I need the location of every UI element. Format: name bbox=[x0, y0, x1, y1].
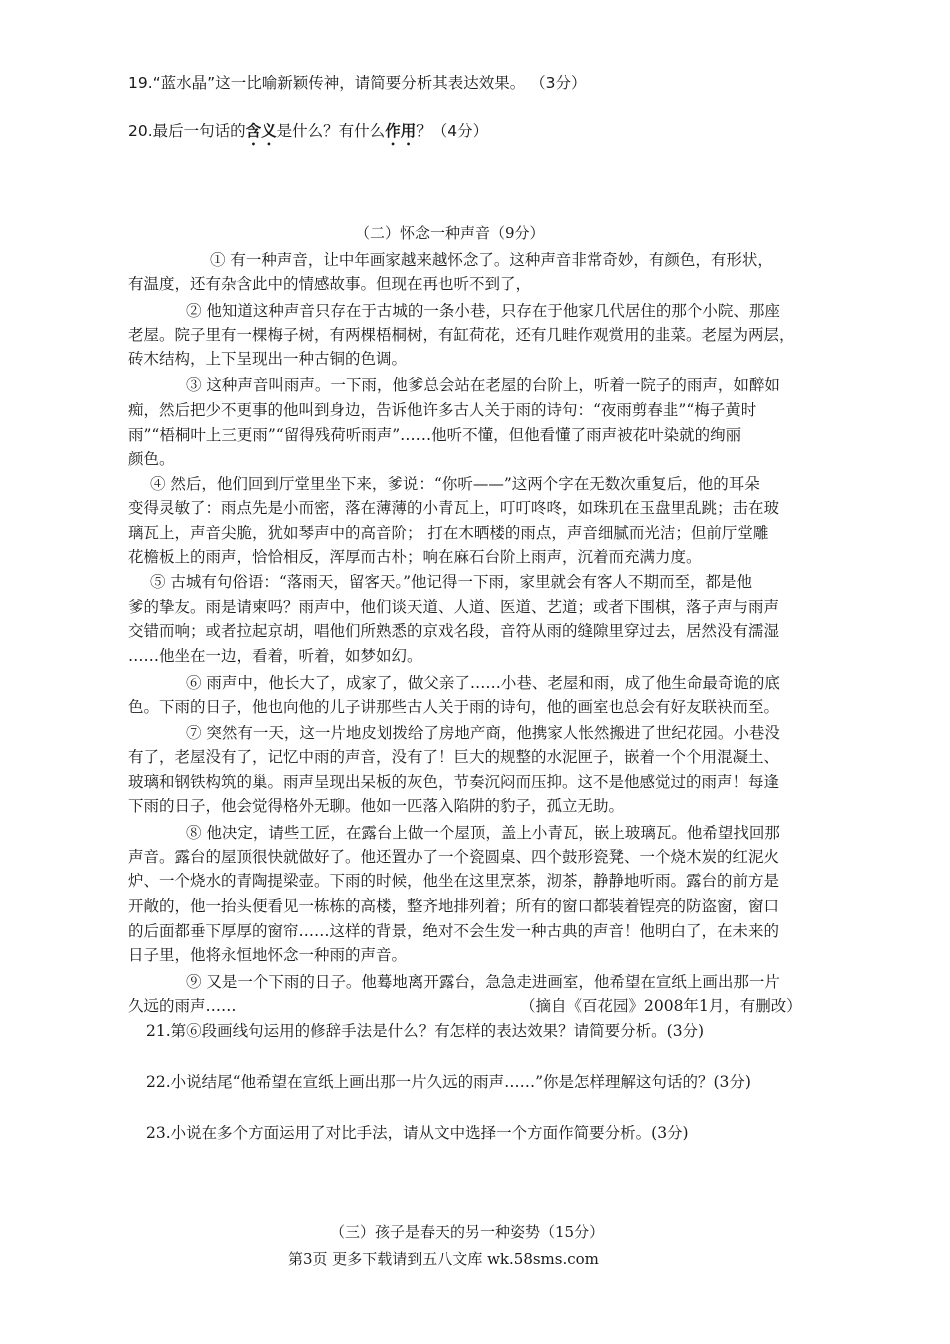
passage-line: 炉、一个烧水的青陶提梁壶。下雨的时候，他坐在这里烹茶，沏茶，静静地听雨。露台的前方是 bbox=[128, 872, 780, 890]
q20-prefix: 20.最后一句话的 bbox=[128, 122, 246, 140]
passage-line: 玻璃和钢铁构筑的巢。雨声呈现出呆板的灰色，节奏沉闷而压抑。这不是他感觉过的雨声！每逢 bbox=[128, 773, 780, 791]
page-footer: 第3页 更多下载请到五八文库 wk.58sms.com bbox=[288, 1250, 599, 1268]
passage-line: 交错而响；或者拉起京胡，唱他们所熟悉的京戏名段，音符从雨的缝隙里穿过去，居然没有濡湿 bbox=[128, 622, 780, 640]
passage-line: 久远的雨声…… bbox=[128, 997, 237, 1015]
q20-emphasis-function: 作用 bbox=[385, 122, 417, 140]
q20-mid: 是什么？有什么 bbox=[276, 122, 386, 140]
passage-line: ⑥ 雨声中，他长大了，成家了，做父亲了……小巷、老屋和雨，成了他生命最奇诡的底 bbox=[186, 674, 780, 692]
passage-line: 老屋。院子里有一棵梅子树，有两棵梧桐树，有缸荷花，还有几畦作观赏用的韭菜。老屋为两层， bbox=[128, 326, 795, 344]
passage-line: 雨”“梧桐叶上三更雨”“留得残荷听雨声”……他听不懂，但他看懂了雨声被花叶染就的绚丽 bbox=[128, 426, 742, 444]
passage-line: ⑦ 突然有一天，这一片地皮划拨给了房地产商，他携家人怅然搬进了世纪花园。小巷没 bbox=[186, 724, 780, 742]
question-19: 19.“蓝水晶”这一比喻新颖传神，请简要分析其表达效果。 （3分） bbox=[128, 74, 587, 92]
passage-line: 璃瓦上，声音尖脆，犹如琴声中的高音阶； 打在木晒楼的雨点，声音细腻而光洁；但前厅堂雕 bbox=[128, 524, 769, 542]
passage-line: ⑧ 他决定，请些工匠，在露台上做一个屋顶，盖上小青瓦，嵌上玻璃瓦。他希望找回那 bbox=[186, 824, 780, 842]
section-3-title: （三）孩子是春天的另一种姿势（15分） bbox=[330, 1223, 605, 1241]
question-22: 22.小说结尾“他希望在宣纸上画出那一片久远的雨声……”你是怎样理解这句话的？(3分) bbox=[146, 1073, 751, 1091]
passage-line: ⑤ 古城有句俗语：“落雨天，留客天。”他记得一下雨，家里就会有客人不期而至，都是他 bbox=[150, 573, 753, 591]
passage-line: 开敞的，他一抬头便看见一栋栋的高楼，整齐地排列着；所有的窗口都装着锃亮的防盗窗，窗口 bbox=[128, 897, 780, 915]
passage-line: 有了，老屋没有了，记忆中雨的声音，没有了！巨大的规整的水泥匣子，嵌着一个个用混凝土、 bbox=[128, 748, 780, 766]
question-23: 23.小说在多个方面运用了对比手法，请从文中选择一个方面作简要分析。(3分) bbox=[146, 1124, 689, 1142]
passage-line: ① 有一种声音，让中年画家越来越怀念了。这种声音非常奇妙，有颜色，有形状， bbox=[210, 251, 773, 269]
passage-line: ……他坐在一边，看着，听着，如梦如幻。 bbox=[128, 647, 423, 665]
q20-suffix: ？（4分） bbox=[416, 122, 489, 140]
passage-line: 色。下雨的日子，他也向他的儿子讲那些古人关于雨的诗句，他的画室也总会有好友联袂而至。 bbox=[128, 698, 780, 716]
passage-line: 声音。露台的屋顶很快就做好了。他还置办了一个瓷圆桌、四个鼓形瓷凳、一个烧木炭的红泥火 bbox=[128, 848, 780, 866]
passage-line: ⑨ 又是一个下雨的日子。他蓦地离开露台，急急走进画室，他希望在宣纸上画出那一片 bbox=[186, 973, 780, 991]
passage-line: 的后面都垂下厚厚的窗帘……这样的背景，绝对不会生发一种古典的声音！他明白了，在未来的 bbox=[128, 922, 780, 940]
passage-line: 日子里，他将永恒地怀念一种雨的声音。 bbox=[128, 946, 408, 964]
passage-line: 有温度，还有杂含此中的情感故事。但现在再也听不到了， bbox=[128, 275, 532, 293]
source-citation: （摘自《百花园》2008年1月，有删改） bbox=[520, 997, 802, 1015]
passage-line: 颜色。 bbox=[128, 450, 175, 468]
passage-line: ④ 然后，他们回到厅堂里坐下来，爹说：“你听——”这两个字在无数次重复后，他的耳朵 bbox=[150, 475, 760, 493]
q20-emphasis-meaning: 含义 bbox=[245, 122, 277, 140]
passage-line: 下雨的日子，他会觉得格外无聊。他如一匹落入陷阱的豹子，孤立无助。 bbox=[128, 797, 625, 815]
passage-line: 砖木结构，上下呈现出一种古铜的色调。 bbox=[128, 350, 408, 368]
passage-line: ② 他知道这种声音只存在于古城的一条小巷，只存在于他家几代居住的那个小院、那座 bbox=[186, 302, 780, 320]
question-21: 21.第⑥段画线句运用的修辞手法是什么？有怎样的表达效果？请简要分析。(3分) bbox=[146, 1022, 705, 1040]
passage-line: 变得灵敏了：雨点先是小而密，落在薄薄的小青瓦上，叮叮咚咚，如珠玑在玉盘里乱跳；击在玻 bbox=[128, 499, 780, 517]
question-20 bbox=[128, 120, 488, 149]
passage-line: 花檐板上的雨声，恰恰相反，浑厚而古朴；响在麻石台阶上雨声，沉着而充满力度。 bbox=[128, 548, 702, 566]
passage-line: 爹的挚友。雨是请柬吗？雨声中，他们谈天道、人道、医道、艺道；或者下围棋，落子声与雨声 bbox=[128, 598, 780, 616]
passage-line: 痴，然后把少不更事的他叫到身边，告诉他许多古人关于雨的诗句：“夜雨剪春韭”“梅子黄时 bbox=[128, 401, 757, 419]
section-2-title: （二）怀念一种声音（9分） bbox=[355, 224, 545, 242]
passage-line: ③ 这种声音叫雨声。一下雨，他爹总会站在老屋的台阶上，听着一院子的雨声，如醉如 bbox=[186, 376, 780, 394]
